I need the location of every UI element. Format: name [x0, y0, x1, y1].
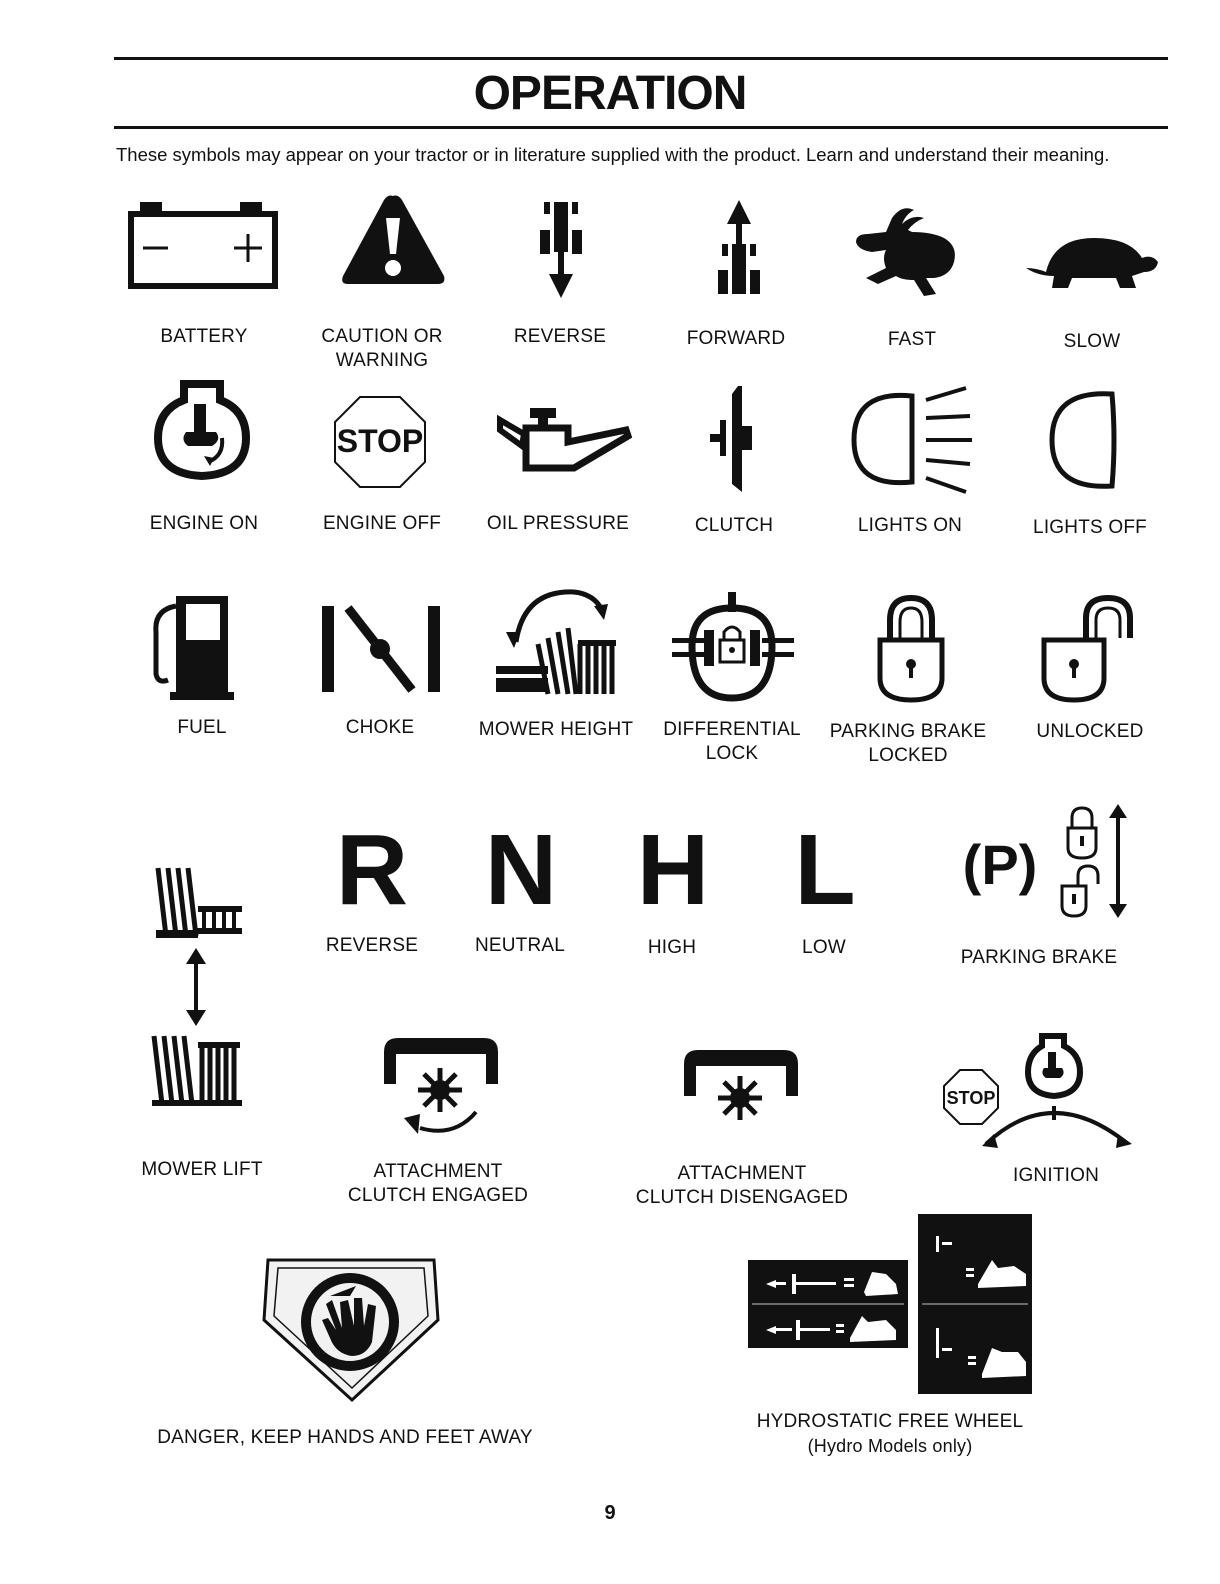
page-title: OPERATION: [473, 67, 747, 120]
engine-off-label: ENGINE OFF: [322, 513, 442, 534]
mower-height-icon: [494, 584, 620, 700]
gear-label-reverse: REVERSE: [325, 935, 419, 956]
parking-brake-locked-label: PARKING BRAKE LOCKED: [829, 721, 987, 766]
reverse-tractor-icon: [536, 200, 586, 300]
engine-on-icon: [154, 380, 250, 480]
gear-label-low: LOW: [802, 937, 846, 958]
mower-height-label: MOWER HEIGHT: [478, 719, 634, 740]
headlight-off-icon: [1048, 390, 1120, 490]
gear-letter-neutral: N: [484, 814, 558, 926]
forward-label: FORWARD: [686, 328, 786, 349]
clutch-icon: [708, 384, 758, 494]
hydro-note: (Hydro Models only): [807, 1436, 973, 1456]
engine-on-label: ENGINE ON: [149, 513, 259, 534]
oil-pressure-label: OIL PRESSURE: [486, 513, 630, 534]
parking-brake-label: PARKING BRAKE: [960, 947, 1118, 968]
attachment-disengaged-label: ATTACHMENT CLUTCH DISENGAGED: [635, 1163, 849, 1208]
forward-tractor-icon: [714, 198, 764, 298]
warning-triangle-icon: [338, 192, 448, 287]
oil-can-icon: [496, 406, 632, 476]
gear-letter-high: H: [636, 814, 710, 926]
rabbit-icon: [852, 204, 962, 299]
danger-hand-icon: [260, 1256, 442, 1406]
differential-lock-label: DIFFERENTIAL LOCK: [663, 719, 801, 764]
gear-label-high: HIGH: [647, 937, 697, 958]
parking-p-text: (P): [962, 833, 1038, 896]
intro-text: These symbols may appear on your tractor or in literature supplied with the product. Learn and understand their meaning.: [116, 144, 1110, 165]
page-number: 9: [604, 1502, 616, 1524]
turtle-icon: [1024, 232, 1160, 292]
choke-icon: [318, 602, 444, 694]
clutch-label: CLUTCH: [694, 515, 774, 536]
hydro-label: HYDROSTATIC FREE WHEEL: [756, 1411, 1024, 1432]
mower-lift-icon: [150, 864, 250, 1110]
lights-off-label: LIGHTS OFF: [1033, 517, 1147, 538]
hydrostatic-free-wheel-icon: [746, 1212, 1036, 1396]
ignition-icon: [942, 1034, 1136, 1154]
battery-icon: [128, 200, 278, 290]
attachment-engaged-icon: [380, 1034, 502, 1138]
fast-label: FAST: [887, 329, 937, 350]
ignition-label: IGNITION: [1012, 1165, 1100, 1186]
danger-label: DANGER, KEEP HANDS AND FEET AWAY: [157, 1427, 533, 1448]
battery-label: BATTERY: [160, 326, 248, 347]
lights-on-label: LIGHTS ON: [857, 515, 963, 536]
mower-lift-label: MOWER LIFT: [141, 1159, 263, 1180]
caution-label: CAUTION OR WARNING: [321, 326, 443, 371]
gear-letter-reverse: R: [335, 814, 409, 926]
slow-label: SLOW: [1063, 331, 1121, 352]
unlocked-label: UNLOCKED: [1036, 721, 1144, 742]
stop-text: STOP: [336, 423, 424, 459]
headlight-on-icon: [850, 382, 974, 498]
gear-label-neutral: NEUTRAL: [474, 935, 566, 956]
gear-letter-low: L: [794, 814, 856, 926]
top-rule: [114, 57, 1168, 60]
title-underline: [114, 126, 1168, 129]
padlock-unlocked-icon: [1040, 594, 1140, 706]
parking-brake-icon: [954, 804, 1134, 924]
padlock-locked-icon: [876, 594, 946, 704]
attachment-engaged-label: ATTACHMENT CLUTCH ENGAGED: [347, 1161, 529, 1206]
fuel-label: FUEL: [177, 717, 227, 738]
differential-lock-icon: [670, 590, 796, 706]
choke-label: CHOKE: [345, 717, 415, 738]
reverse-label: REVERSE: [513, 326, 607, 347]
attachment-disengaged-icon: [680, 1046, 802, 1126]
ignition-stop-text: STOP: [946, 1088, 996, 1108]
stop-octagon-icon: [332, 394, 428, 490]
fuel-pump-icon: [150, 592, 234, 702]
